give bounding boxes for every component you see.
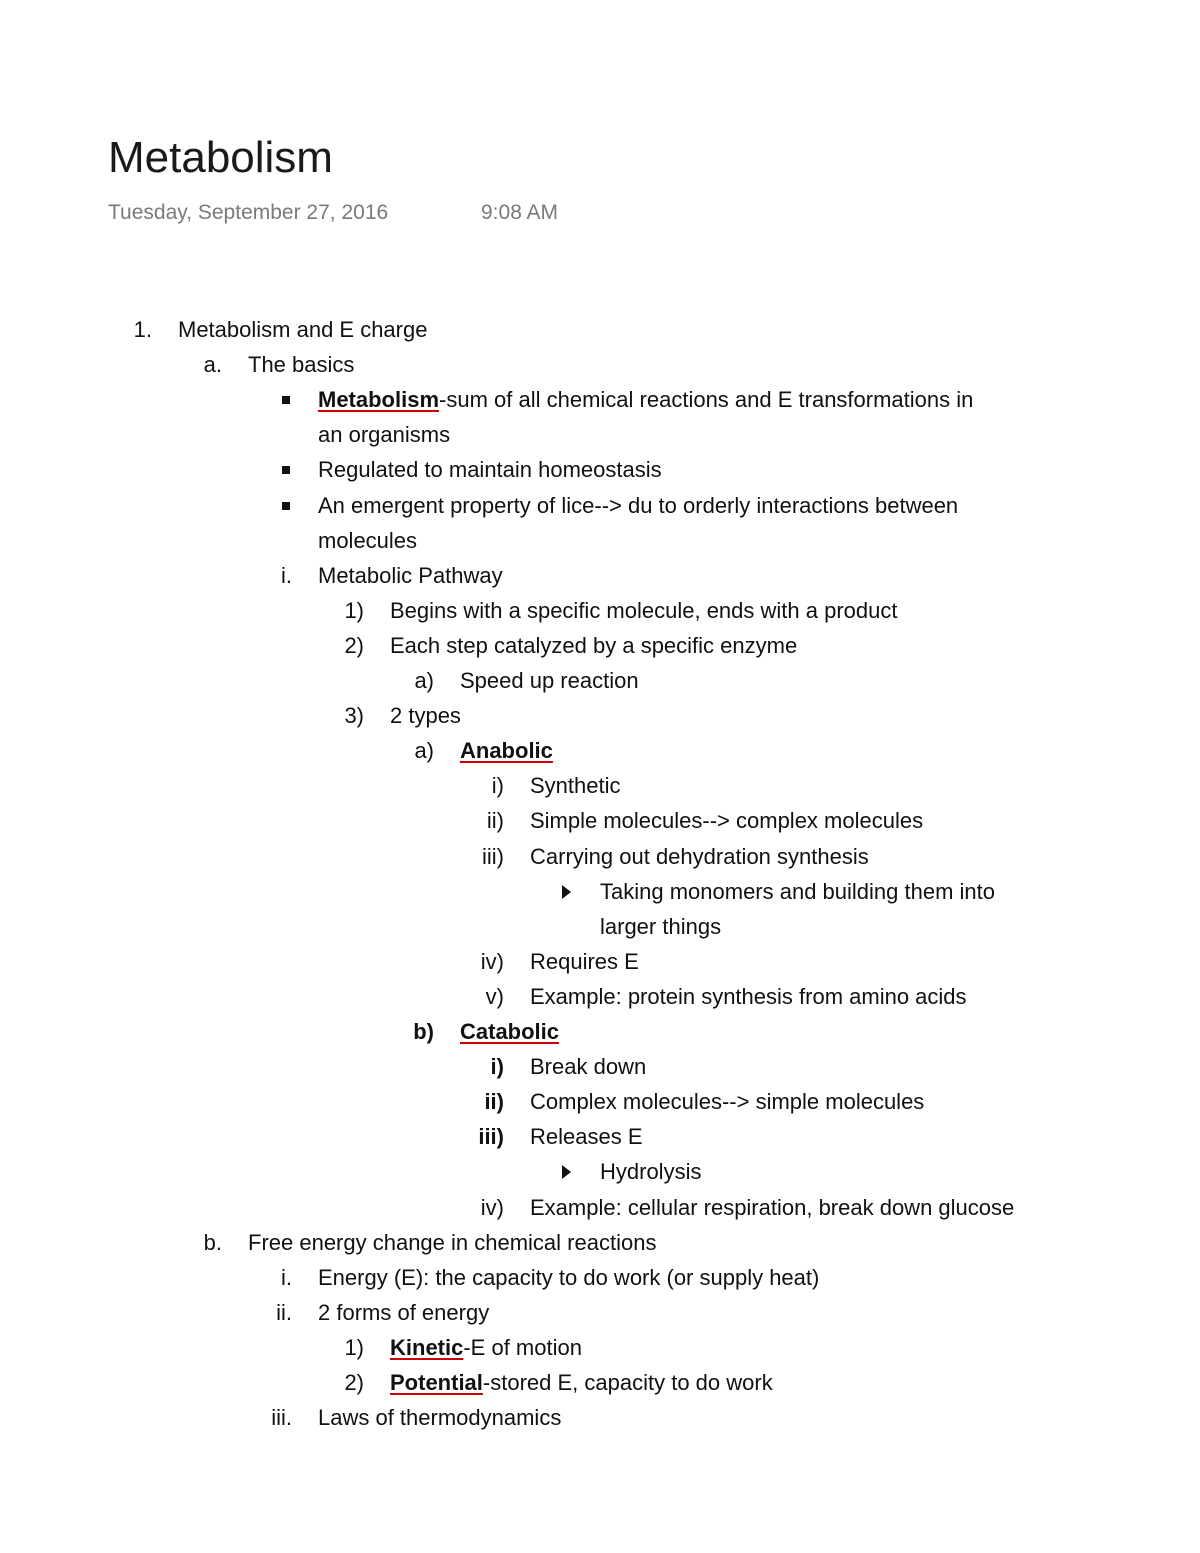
outline-item bbox=[178, 312, 427, 347]
outline-item-text: An emergent property of lice--> du to orderly interactions between bbox=[318, 493, 959, 518]
outline-item-text: Metabolism and E charge bbox=[178, 317, 428, 342]
outline-item bbox=[390, 593, 897, 628]
outline-marker: iv) bbox=[480, 1195, 504, 1220]
outline-marker: 1) bbox=[344, 1335, 364, 1360]
outline-item bbox=[530, 1084, 924, 1119]
outline-item-text: -sum of all chemical reactions and E transformations in bbox=[439, 387, 974, 412]
outline-item bbox=[530, 803, 923, 838]
outline-marker: 1. bbox=[133, 317, 152, 342]
outline-item-text: Laws of thermodynamics bbox=[318, 1405, 562, 1430]
page-title: Metabolism bbox=[108, 133, 333, 182]
outline-marker: 2) bbox=[344, 633, 364, 658]
outline-marker: iii) bbox=[478, 1124, 504, 1149]
outline-item-text: Regulated to maintain homeostasis bbox=[318, 457, 662, 482]
outline-marker: i) bbox=[491, 773, 504, 798]
outline-item-text: Simple molecules--> complex molecules bbox=[530, 808, 924, 833]
outline-item-text: Example: cellular respiration, break down glucose bbox=[530, 1195, 1015, 1220]
outline-item-text: Each step catalyzed by a specific enzyme bbox=[390, 633, 798, 658]
outline-item bbox=[530, 1190, 1014, 1225]
outline-item-text: Taking monomers and building them into bbox=[600, 879, 996, 904]
outline-item-text: Energy (E): the capacity to do work (or supply heat) bbox=[318, 1265, 820, 1290]
note-time: 9:08 AM bbox=[481, 201, 559, 224]
outline-marker: 3) bbox=[344, 703, 364, 728]
outline-marker: ii) bbox=[484, 1089, 504, 1114]
outline-item-text: -stored E, capacity to do work bbox=[482, 1370, 773, 1395]
outline-item bbox=[318, 1400, 561, 1435]
outline-item bbox=[318, 1295, 489, 1330]
outline-item bbox=[318, 488, 958, 523]
outline-item bbox=[460, 663, 639, 698]
bullet-square-icon bbox=[282, 466, 290, 474]
outline-item-text: Break down bbox=[530, 1054, 647, 1079]
outline-marker: i. bbox=[281, 563, 292, 588]
key-term: Kinetic bbox=[390, 1335, 464, 1360]
outline-marker: iii) bbox=[482, 844, 504, 869]
outline-item-text: Free energy change in chemical reactions bbox=[248, 1230, 657, 1255]
outline-marker: i) bbox=[490, 1054, 504, 1079]
outline-marker: b) bbox=[413, 1019, 434, 1044]
outline-item-text: Releases E bbox=[530, 1124, 643, 1149]
outline-item bbox=[318, 382, 973, 417]
outline-item-text: 2 types bbox=[390, 703, 461, 728]
bullet-square-icon bbox=[282, 396, 290, 404]
outline-item-text: Speed up reaction bbox=[460, 668, 639, 693]
outline-item-text: 2 forms of energy bbox=[318, 1300, 490, 1325]
outline-item-continuation: an organisms bbox=[318, 422, 451, 447]
outline-marker: iv) bbox=[480, 949, 504, 974]
outline-item bbox=[390, 698, 461, 733]
outline-item bbox=[600, 874, 995, 909]
outline-item-text: Requires E bbox=[530, 949, 639, 974]
bullet-arrow-icon bbox=[562, 1165, 571, 1179]
outline-marker: iii. bbox=[271, 1405, 292, 1430]
outline-item bbox=[318, 452, 662, 487]
outline-item-text: Complex molecules--> simple molecules bbox=[530, 1089, 925, 1114]
outline-item-text: The basics bbox=[248, 352, 355, 377]
outline-marker: 2) bbox=[344, 1370, 364, 1395]
outline-item-text: Example: protein synthesis from amino acids bbox=[530, 984, 967, 1009]
outline-item-text: Synthetic bbox=[530, 773, 621, 798]
outline-item-text: Begins with a specific molecule, ends with a product bbox=[390, 598, 898, 623]
key-term: Metabolism bbox=[318, 387, 440, 412]
outline-item bbox=[248, 1225, 656, 1260]
outline-marker: i. bbox=[281, 1265, 292, 1290]
outline-marker: ii. bbox=[276, 1300, 292, 1325]
outline-marker: ii) bbox=[486, 808, 504, 833]
outline-item-text: Carrying out dehydration synthesis bbox=[530, 844, 869, 869]
outline-item bbox=[390, 1365, 773, 1400]
outline-item-continuation: larger things bbox=[600, 914, 722, 939]
bullet-arrow-icon bbox=[562, 885, 571, 899]
outline-marker: a. bbox=[203, 352, 222, 377]
outline-item bbox=[460, 733, 553, 768]
outline-item bbox=[600, 1154, 701, 1189]
outline-marker: b. bbox=[203, 1230, 222, 1255]
key-term: Catabolic bbox=[460, 1019, 560, 1044]
outline-marker: v) bbox=[485, 984, 504, 1009]
outline-item bbox=[530, 768, 621, 803]
outline-marker: a) bbox=[414, 668, 434, 693]
key-term: Potential bbox=[390, 1370, 483, 1395]
key-term: Anabolic bbox=[460, 738, 553, 763]
outline-marker: 1) bbox=[344, 598, 364, 623]
outline-item-text: Hydrolysis bbox=[600, 1159, 702, 1184]
outline-item bbox=[460, 1014, 559, 1049]
bullet-square-icon bbox=[282, 502, 290, 510]
outline-marker: a) bbox=[414, 738, 434, 763]
outline-item-text: Metabolic Pathway bbox=[318, 563, 503, 588]
outline-item bbox=[248, 347, 354, 382]
outline-item bbox=[318, 1260, 819, 1295]
note-date: Tuesday, September 27, 2016 bbox=[108, 201, 389, 224]
outline-item bbox=[530, 839, 869, 874]
outline-item bbox=[530, 944, 639, 979]
outline-item bbox=[390, 628, 797, 663]
outline-item bbox=[318, 558, 503, 593]
outline-item bbox=[530, 979, 967, 1014]
outline-item bbox=[530, 1119, 643, 1154]
outline-item bbox=[530, 1049, 646, 1084]
outline-item-continuation: molecules bbox=[318, 528, 418, 553]
outline-item bbox=[390, 1330, 582, 1365]
outline-item-text: -E of motion bbox=[463, 1335, 582, 1360]
